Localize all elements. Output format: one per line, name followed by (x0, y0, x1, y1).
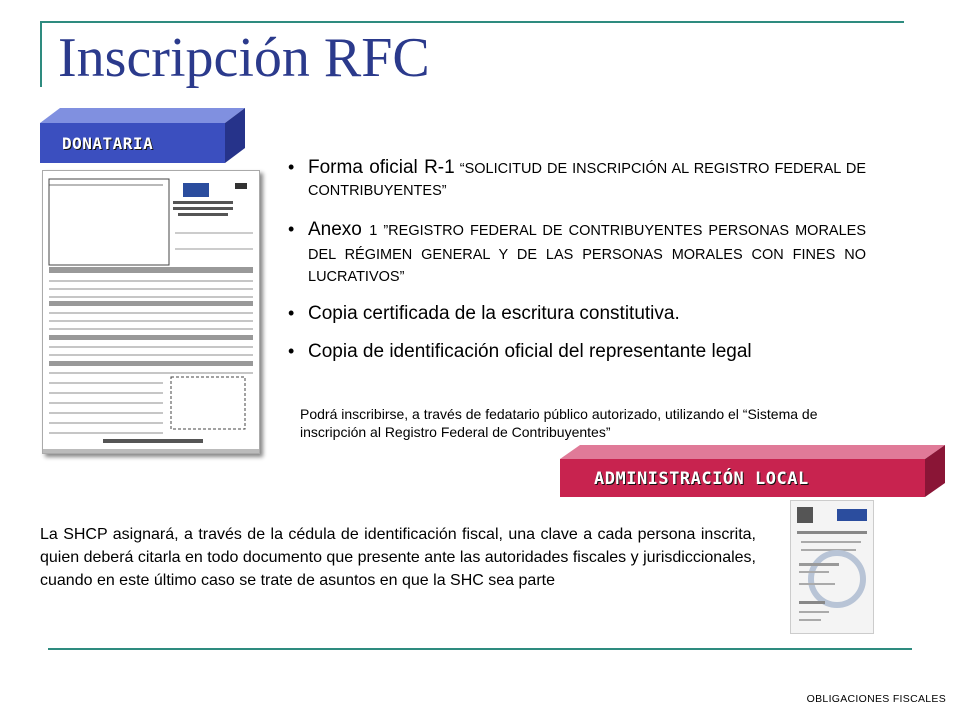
frame-bottom-line (48, 648, 912, 650)
form-r1-image (42, 170, 260, 454)
donataria-banner (40, 108, 245, 163)
bullet-dot-icon: • (288, 157, 295, 177)
bullet-dot-icon: • (288, 340, 295, 361)
list-item: • Copia de identificación oficial del representante legal (288, 340, 752, 362)
list-item: • Copia certificada de la escritura constitutiva. (288, 302, 680, 324)
frame-left-line (40, 21, 42, 87)
list-item: • Anexo 1 ”REGISTRO FEDERAL DE CONTRIBUYENTES PERSONAS MORALES DEL RÉGIMEN GENERAL Y DE LAS PERSONAS MORALES CON FINES NO LUCRATIVOS” (288, 219, 866, 286)
donataria-label: DONATARIA (62, 134, 154, 153)
bullet-dot-icon: • (288, 219, 295, 240)
bullet-dot-icon: • (288, 302, 295, 323)
cedula-card-image (790, 500, 874, 634)
shcp-paragraph: La SHCP asignará, a través de la cédula de identificación fiscal, una clave a cada persona inscrita, quien deberá citarla en todo documento que presente ante las autoridades fiscales y jurisdiccionales, cuando en este último caso se trate de asuntos en que la SHC sea parte (40, 526, 756, 590)
page-title: Inscripción RFC (58, 27, 430, 89)
footer-label: OBLIGACIONES FISCALES (806, 693, 946, 705)
fedatario-note: Podrá inscribirse, a través de fedatario público autorizado, utilizando el “Sistema de inscripción al Registro Federal de Contribuyentes” (300, 406, 818, 441)
administracion-banner (560, 445, 945, 500)
list-item: • Forma oficial R-1 “SOLICITUD DE INSCRIPCIÓN AL REGISTRO FEDERAL DE CONTRIBUYENTES” (288, 157, 867, 199)
administracion-label: ADMINISTRACIÓN LOCAL (594, 469, 809, 489)
frame-top-line (40, 21, 904, 23)
requirements-list (288, 156, 866, 375)
